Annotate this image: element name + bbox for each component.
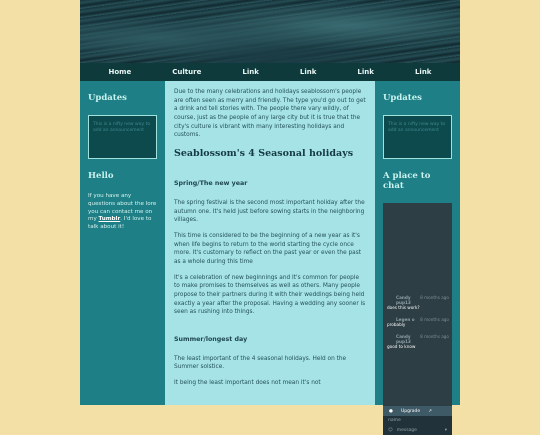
page-heading: Seablossom's 4 Seasonal holidays <box>174 148 354 160</box>
top-nav <box>80 63 460 81</box>
spring-paragraph-2: This time is considered to be the beginning of a new year as it's when life begins to return to the world starting the cycle once more. It's customary to reflect on the past year or even the past as a whole during this time <box>174 232 361 265</box>
external-link-icon[interactable]: ↗ <box>428 408 432 414</box>
right-sidebar <box>375 81 460 433</box>
summer-paragraph-1: The least important of the 4 seasonal holidays. Held on the Summer solstice. <box>174 355 347 371</box>
nav-culture-link[interactable]: Culture <box>172 68 202 76</box>
message-text: probably <box>387 322 406 327</box>
hello-title: Hello <box>88 171 114 181</box>
chatbox[interactable] <box>383 203 452 415</box>
message-text: good to know <box>387 344 416 349</box>
left-announcement-box: This is a nifty new way to add an announcement <box>88 115 157 159</box>
spring-heading: Spring/The new year <box>174 180 248 188</box>
tumblr-link[interactable]: Tumblr <box>98 216 121 223</box>
left-updates-title: Updates <box>88 93 127 103</box>
message-time: 8 months ago <box>420 334 449 339</box>
page <box>80 0 460 433</box>
chat-message <box>387 317 449 327</box>
message-time: 8 months ago <box>420 317 449 322</box>
message-user[interactable]: Legen o <box>396 317 415 322</box>
message-user[interactable]: Candy pup13 <box>396 334 411 344</box>
summer-heading: Summer/longest day <box>174 336 248 344</box>
spring-paragraph-3: It's a celebration of new beginnings and It's common for people to make promises to themselves as well as others. Many people propose to their partners during it with their weddings being held exactly a year after the proposal. Having a wedding any sooner is seen as rushing into things. <box>174 274 366 316</box>
chat-title: A place to chat <box>383 171 431 191</box>
chevron-down-icon[interactable]: ▾ <box>444 427 447 433</box>
message-label: message <box>396 427 417 433</box>
hello-text: If you have any questions about the lore you can contact me on my Tumblr. I'd love to talk about it! <box>88 193 157 231</box>
message-time: 8 months ago <box>420 295 449 300</box>
user-icon[interactable]: ● <box>389 408 393 414</box>
chat-toolbar <box>383 406 452 416</box>
nav-link-4[interactable]: Link <box>414 68 432 76</box>
chat-message <box>387 334 449 349</box>
chat-message <box>387 295 449 310</box>
message-user[interactable]: Candy pup13 <box>396 295 411 305</box>
message-text: does this work? <box>387 305 420 310</box>
spring-paragraph-1: The spring festival is the second most important holiday after the autumn one. It's held just before sowing starts in the neighboring villages. <box>174 199 365 224</box>
intro-paragraph: Due to the many celebrations and holidays seablossom's people are often seen as merry and friendly. The type you'd go out to get a drink and tell stories with. The people there vary wildly, of course, just as the people of any large city but it is true that the city's culture is vibrant with many interesting holidays and customs. <box>174 89 366 139</box>
nav-home-link[interactable]: Home <box>108 68 132 76</box>
smiley-icon[interactable]: ☺ <box>388 427 393 433</box>
name-field[interactable] <box>383 415 452 425</box>
right-announcement-box: This is a nifty new way to add an announcement <box>383 115 452 159</box>
message-field[interactable] <box>383 425 452 435</box>
chat-messages <box>387 295 449 356</box>
main-content <box>165 81 375 405</box>
nav-link-3[interactable]: Link <box>357 68 374 76</box>
ocean-banner-image <box>80 0 460 63</box>
upgrade-link[interactable]: Upgrade <box>400 408 421 414</box>
name-label: name <box>388 417 401 423</box>
nav-link-2[interactable]: Link <box>299 68 317 76</box>
nav-link-1[interactable]: Link <box>242 68 259 76</box>
right-updates-title: Updates <box>383 93 422 103</box>
left-sidebar <box>80 81 165 405</box>
summer-paragraph-2: It being the least important does not mean it's not <box>174 379 321 386</box>
